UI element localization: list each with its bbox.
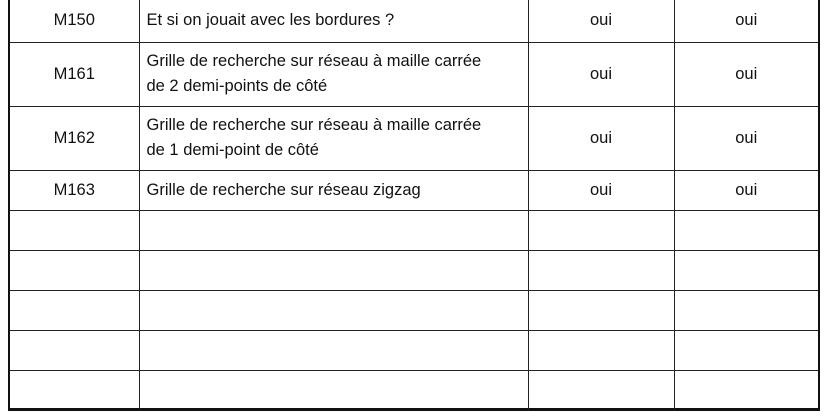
row-flag-b: oui bbox=[674, 42, 818, 106]
empty-cell bbox=[139, 370, 528, 410]
table-row bbox=[10, 170, 818, 210]
row-flag-b: oui bbox=[674, 0, 818, 42]
empty-cell bbox=[674, 370, 818, 410]
table-row bbox=[10, 42, 818, 106]
empty-cell bbox=[528, 290, 674, 330]
empty-cell bbox=[10, 250, 139, 290]
empty-cell bbox=[139, 210, 528, 250]
empty-cell bbox=[674, 210, 818, 250]
document-table-frame bbox=[8, 0, 820, 411]
empty-cell bbox=[528, 370, 674, 410]
empty-table-row bbox=[10, 370, 818, 410]
empty-cell bbox=[528, 250, 674, 290]
empty-cell bbox=[10, 210, 139, 250]
row-code: M162 bbox=[10, 106, 139, 170]
row-flag-a: oui bbox=[528, 0, 674, 42]
row-code: M161 bbox=[10, 42, 139, 106]
empty-cell bbox=[139, 330, 528, 370]
row-title bbox=[139, 42, 528, 106]
row-flag-a: oui bbox=[528, 42, 674, 106]
empty-cell bbox=[139, 290, 528, 330]
row-flag-a: oui bbox=[528, 170, 674, 210]
row-flag-b: oui bbox=[674, 170, 818, 210]
empty-cell bbox=[528, 330, 674, 370]
empty-cell bbox=[674, 330, 818, 370]
empty-cell bbox=[10, 330, 139, 370]
empty-table-row bbox=[10, 330, 818, 370]
empty-cell bbox=[139, 250, 528, 290]
empty-cell bbox=[528, 210, 674, 250]
row-title bbox=[139, 170, 528, 210]
row-title-line: Grille de recherche sur réseau zigzag bbox=[146, 180, 421, 199]
row-title bbox=[139, 0, 528, 42]
row-title bbox=[139, 106, 528, 170]
empty-cell bbox=[674, 290, 818, 330]
row-flag-a: oui bbox=[528, 106, 674, 170]
row-title-line: Et si on jouait avec les bordures ? bbox=[146, 11, 395, 30]
model-table bbox=[10, 0, 818, 410]
table-row bbox=[10, 0, 818, 42]
row-title-line: Grille de recherche sur réseau à maille carrée bbox=[146, 52, 482, 70]
empty-table-row bbox=[10, 250, 818, 290]
row-title-line: de 1 demi-point de côté bbox=[146, 141, 319, 159]
empty-table-row bbox=[10, 210, 818, 250]
empty-table-row bbox=[10, 290, 818, 330]
row-code: M163 bbox=[10, 170, 139, 210]
empty-cell bbox=[10, 370, 139, 410]
row-title-line: Grille de recherche sur réseau à maille carrée bbox=[146, 116, 482, 134]
row-flag-b: oui bbox=[674, 106, 818, 170]
row-title-line: de 2 demi-points de côté bbox=[146, 77, 328, 95]
row-code: M150 bbox=[10, 0, 139, 42]
table-row bbox=[10, 106, 818, 170]
empty-cell bbox=[10, 290, 139, 330]
empty-cell bbox=[674, 250, 818, 290]
